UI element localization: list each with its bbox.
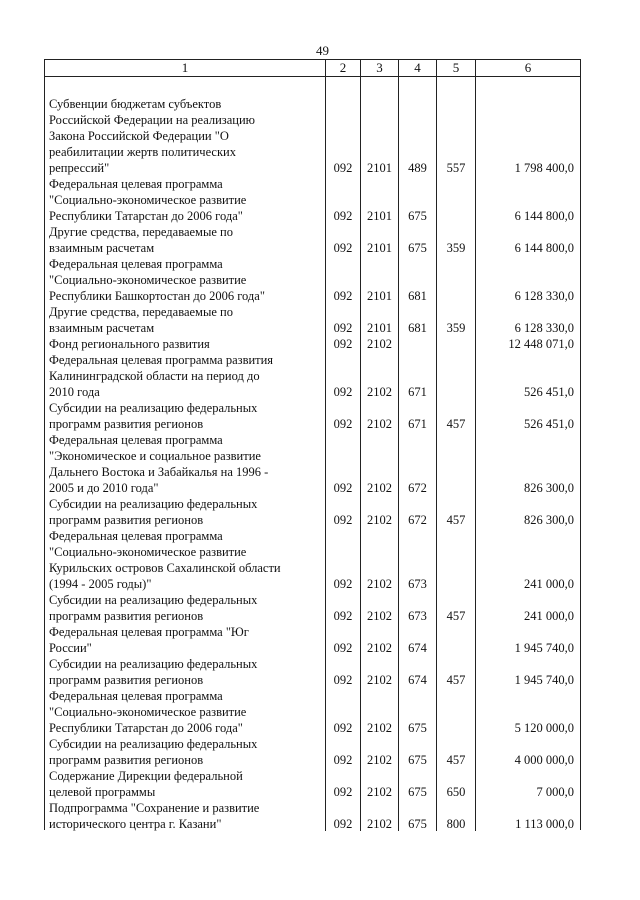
amount-cell: 6 128 330,0: [514, 289, 574, 303]
section-code-cell: 2101: [367, 321, 392, 335]
section-code-cell: 2102: [367, 577, 392, 591]
target-code-cell: 681: [408, 289, 427, 303]
table-row: [45, 656, 580, 688]
description-line: программ развития регионов: [49, 417, 204, 431]
description-line: Федеральная целевая программа развития: [49, 353, 274, 367]
description-line: программ развития регионов: [49, 753, 204, 767]
amount-cell: 1 798 400,0: [514, 161, 574, 175]
target-code-cell: 674: [408, 641, 427, 655]
chapter-code-cell: 092: [333, 785, 353, 799]
row-description: [45, 352, 317, 400]
row-description: [45, 432, 317, 496]
chapter-code-cell: 092: [333, 673, 353, 687]
target-code-cell: 671: [408, 417, 427, 431]
target-code-cell: 672: [408, 481, 427, 495]
description-line: Другие средства, передаваемые по: [49, 305, 233, 319]
chapter-code-cell: 092: [333, 241, 353, 255]
description-line: Курильских островов Сахалинской области: [49, 561, 281, 575]
amount-cell: 526 451,0: [524, 417, 574, 431]
description-line: Республики Башкортостан до 2006 года": [49, 289, 265, 303]
target-code-cell: 675: [408, 241, 427, 255]
amount-cell: 4 000 000,0: [514, 753, 574, 767]
section-code-cell: 2102: [367, 481, 392, 495]
table-row: [45, 688, 580, 736]
budget-table: [44, 59, 581, 830]
expense-code-cell: [437, 720, 475, 736]
chapter-code-cell: 092: [333, 817, 353, 831]
table-row: [45, 336, 580, 352]
expense-code-cell: 650: [446, 785, 466, 799]
table-row: [45, 592, 580, 624]
table-row: [45, 768, 580, 800]
expense-code-cell: 359: [446, 321, 466, 335]
target-code-cell: 674: [408, 673, 427, 687]
row-description: [45, 624, 317, 656]
header-col-1: 1: [181, 60, 189, 75]
description-line: 2005 и до 2010 года": [49, 481, 159, 495]
description-line: программ развития регионов: [49, 513, 204, 527]
section-code-cell: 2102: [367, 513, 392, 527]
description-line: Федеральная целевая программа: [49, 257, 223, 271]
table-row: [45, 736, 580, 768]
table-row: [45, 352, 580, 400]
expense-code-cell: [437, 208, 475, 224]
description-line: репрессий": [49, 161, 110, 175]
description-line: 2010 года: [49, 385, 100, 399]
amount-cell: 241 000,0: [524, 609, 574, 623]
table-row: [45, 800, 580, 832]
header-col-5: 5: [452, 60, 460, 75]
section-code-cell: 2102: [367, 609, 392, 623]
table-body: [45, 96, 580, 832]
description-line: Калининградской области на период до: [49, 369, 260, 383]
target-code-cell: 681: [408, 321, 427, 335]
description-line: "Экономическое и социальное развитие: [49, 449, 261, 463]
chapter-code-cell: 092: [333, 481, 353, 495]
expense-code-cell: 457: [446, 609, 466, 623]
section-code-cell: 2102: [367, 385, 392, 399]
row-description: [45, 400, 317, 432]
description-line: Субсидии на реализацию федеральных: [49, 737, 258, 751]
expense-code-cell: 457: [446, 673, 466, 687]
chapter-code-cell: 092: [333, 417, 353, 431]
target-code-cell: 489: [408, 161, 427, 175]
amount-cell: 826 300,0: [524, 513, 574, 527]
table-row: [45, 224, 580, 256]
header-col-4: 4: [414, 60, 421, 75]
target-code-cell: 673: [408, 609, 427, 623]
description-line: Республики Татарстан до 2006 года": [49, 209, 243, 223]
amount-cell: 826 300,0: [524, 481, 574, 495]
amount-cell: 6 144 800,0: [514, 209, 574, 223]
expense-code-cell: [437, 640, 475, 656]
description-line: Фонд регионального развития: [49, 337, 210, 351]
description-line: Субсидии на реализацию федеральных: [49, 401, 258, 415]
expense-code-cell: 359: [446, 241, 466, 255]
header-col-6: 6: [524, 60, 532, 75]
target-code-cell: 675: [408, 721, 427, 735]
description-line: программ развития регионов: [49, 609, 204, 623]
description-line: Федеральная целевая программа: [49, 177, 223, 191]
chapter-code-cell: 092: [333, 609, 353, 623]
table-row: [45, 400, 580, 432]
amount-cell: 5 120 000,0: [514, 721, 574, 735]
amount-cell: 12 448 071,0: [508, 337, 574, 351]
chapter-code-cell: 092: [333, 641, 353, 655]
row-description: [45, 592, 317, 624]
amount-cell: 1 945 740,0: [514, 673, 574, 687]
row-description: [45, 528, 317, 592]
expense-code-cell: [437, 480, 475, 496]
description-line: Дальнего Востока и Забайкалья на 1996 -: [49, 465, 269, 479]
section-code-cell: 2102: [367, 417, 392, 431]
header-col-2: 2: [339, 60, 347, 75]
amount-cell: 7 000,0: [536, 785, 574, 799]
amount-cell: 6 144 800,0: [514, 241, 574, 255]
expense-code-cell: 457: [446, 417, 466, 431]
chapter-code-cell: 092: [333, 321, 353, 335]
section-code-cell: 2102: [367, 721, 392, 735]
row-description: [45, 656, 317, 688]
description-line: взаимным расчетам: [49, 241, 155, 255]
row-description: [45, 688, 317, 736]
section-code-cell: 2102: [367, 337, 392, 351]
section-code-cell: 2102: [367, 753, 392, 767]
description-line: Федеральная целевая программа: [49, 433, 223, 447]
expense-code-cell: 457: [446, 753, 466, 767]
row-description: [45, 736, 317, 768]
description-line: взаимным расчетам: [49, 321, 155, 335]
description-line: Субсидии на реализацию федеральных: [49, 497, 258, 511]
expense-code-cell: [437, 576, 475, 592]
description-line: программ развития регионов: [49, 673, 204, 687]
row-description: [45, 224, 317, 256]
amount-cell: 241 000,0: [524, 577, 574, 591]
target-code-cell: 672: [408, 513, 427, 527]
chapter-code-cell: 092: [333, 209, 353, 223]
amount-cell: 6 128 330,0: [514, 321, 574, 335]
section-code-cell: 2102: [367, 641, 392, 655]
section-code-cell: 2101: [367, 209, 392, 223]
table-row: [45, 176, 580, 224]
description-line: Закона Российской Федерации "О: [49, 129, 229, 143]
table-row: [45, 432, 580, 496]
chapter-code-cell: 092: [333, 385, 353, 399]
row-description: [45, 768, 317, 800]
row-description: [45, 496, 317, 528]
chapter-code-cell: 092: [333, 161, 353, 175]
row-description: [45, 256, 317, 304]
target-code-cell: 671: [408, 385, 427, 399]
row-description: [45, 800, 317, 832]
description-line: целевой программы: [49, 785, 156, 799]
section-code-cell: 2101: [367, 161, 392, 175]
chapter-code-cell: 092: [333, 721, 353, 735]
description-line: Федеральная целевая программа: [49, 529, 223, 543]
row-description: [45, 176, 317, 224]
row-description: [45, 96, 317, 176]
description-line: Подпрограмма "Сохранение и развитие: [49, 801, 260, 815]
section-code-cell: 2101: [367, 289, 392, 303]
description-line: Федеральная целевая программа: [49, 689, 223, 703]
row-description: [45, 304, 317, 336]
amount-cell: 1 945 740,0: [514, 641, 574, 655]
target-code-cell: [399, 336, 436, 352]
description-line: "Социально-экономическое развитие: [49, 273, 247, 287]
table-row: [45, 496, 580, 528]
target-code-cell: 675: [408, 817, 427, 831]
table-row: [45, 304, 580, 336]
section-code-cell: 2102: [367, 673, 392, 687]
table-row: [45, 528, 580, 592]
section-code-cell: 2101: [367, 241, 392, 255]
description-line: Субвенции бюджетам субъектов: [49, 97, 222, 111]
table-header-row: [45, 60, 580, 77]
target-code-cell: 675: [408, 753, 427, 767]
description-line: Российской Федерации на реализацию: [49, 113, 255, 127]
amount-cell: 526 451,0: [524, 385, 574, 399]
description-line: Субсидии на реализацию федеральных: [49, 657, 258, 671]
description-line: реабилитации жертв политических: [49, 145, 236, 159]
expense-code-cell: 457: [446, 513, 466, 527]
chapter-code-cell: 092: [333, 577, 353, 591]
chapter-code-cell: 092: [333, 337, 353, 351]
description-line: Федеральная целевая программа "Юг: [49, 625, 249, 639]
target-code-cell: 675: [408, 785, 427, 799]
expense-code-cell: 800: [446, 817, 466, 831]
description-line: (1994 - 2005 годы)": [49, 577, 152, 591]
description-line: Другие средства, передаваемые по: [49, 225, 233, 239]
chapter-code-cell: 092: [333, 513, 353, 527]
target-code-cell: 675: [408, 209, 427, 223]
expense-code-cell: 557: [446, 161, 466, 175]
table-row: [45, 96, 580, 176]
target-code-cell: 673: [408, 577, 427, 591]
expense-code-cell: [437, 288, 475, 304]
table-row: [45, 624, 580, 656]
table-row: [45, 256, 580, 304]
description-line: "Социально-экономическое развитие: [49, 545, 247, 559]
amount-cell: 1 113 000,0: [515, 817, 574, 831]
chapter-code-cell: 092: [333, 753, 353, 767]
description-line: исторического центра г. Казани": [49, 817, 222, 831]
description-line: Республики Татарстан до 2006 года": [49, 721, 243, 735]
section-code-cell: 2102: [367, 817, 392, 831]
page-number: 49: [316, 43, 329, 58]
description-line: "Социально-экономическое развитие: [49, 705, 247, 719]
expense-code-cell: [437, 384, 475, 400]
header-col-3: 3: [376, 60, 383, 75]
section-code-cell: 2102: [367, 785, 392, 799]
row-description: [45, 336, 317, 352]
expense-code-cell: [437, 336, 475, 352]
description-line: Субсидии на реализацию федеральных: [49, 593, 258, 607]
chapter-code-cell: 092: [333, 289, 353, 303]
description-line: "Социально-экономическое развитие: [49, 193, 247, 207]
description-line: России": [49, 641, 92, 655]
description-line: Содержание Дирекции федеральной: [49, 769, 243, 783]
